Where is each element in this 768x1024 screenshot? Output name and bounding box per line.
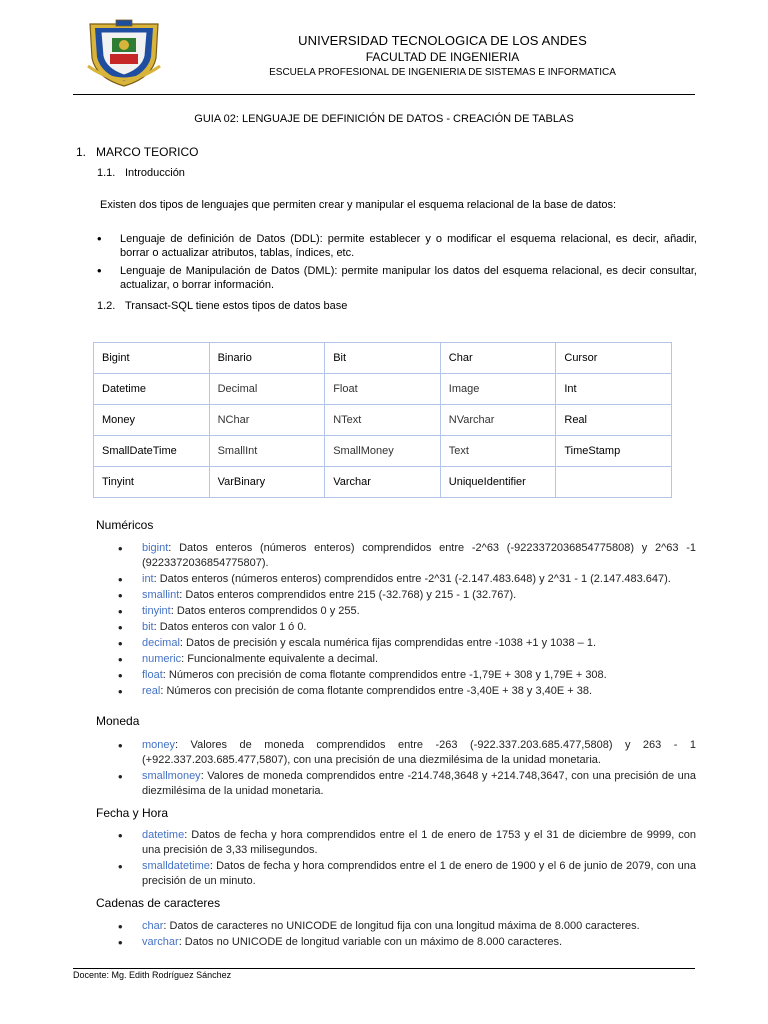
table-cell xyxy=(556,467,672,498)
description: : Datos enteros comprendidos 0 y 255. xyxy=(170,605,360,617)
table-row xyxy=(94,343,672,374)
subsection-number: 1.1. xyxy=(97,167,116,179)
description: : Datos enteros comprendidos entre 215 (-32.768) y 215 - 1 (32.767). xyxy=(179,589,517,601)
list-item xyxy=(118,684,696,699)
description: : Números con precisión de coma flotante comprendidos entre -3,40E + 38 y 3,40E + 38. xyxy=(160,685,593,697)
table-cell: Int xyxy=(556,374,672,405)
table-cell: Char xyxy=(440,343,556,374)
section-heading-marco-teorico xyxy=(76,145,198,159)
keyword: numeric xyxy=(142,653,182,665)
keyword: bigint xyxy=(142,542,169,554)
faculty-name: FACULTAD DE INGENIERIA xyxy=(365,50,520,64)
paren: ( xyxy=(299,265,308,277)
list-item xyxy=(118,652,696,667)
list-item xyxy=(118,935,696,950)
table-cell: NVarchar xyxy=(440,405,556,436)
list-item xyxy=(118,636,696,651)
keyword: decimal xyxy=(142,637,180,649)
table-cell: Real xyxy=(556,405,672,436)
subsection-title: Introducción xyxy=(125,167,185,179)
table-cell: NText xyxy=(325,405,441,436)
keyword: int xyxy=(142,573,154,585)
description: : Datos de fecha y hora comprendidos entre el 1 de enero de 1900 y el 6 de junio de 2079, con una precisión de un minuto. xyxy=(142,860,696,887)
table-cell: Varchar xyxy=(325,467,441,498)
keyword: money xyxy=(142,739,176,751)
intro-paragraph: Existen dos tipos de lenguajes que permiten crear y manipular el esquema relacional de la base de datos: xyxy=(100,199,617,211)
keyword: char xyxy=(142,920,164,932)
list-item xyxy=(118,738,696,768)
header-divider xyxy=(73,94,695,95)
table-cell: Cursor xyxy=(556,343,672,374)
section-number: 1. xyxy=(76,145,87,159)
subsection-title: Transact-SQL tiene estos tipos de datos base xyxy=(125,300,348,312)
description: : Valores de moneda comprendidos entre -263 (-922.337.203.685.477,5808) y 263 - 1 (+922.337.203.685.477,5807), con una precisión de una diezmilésima de la unidad monetaria. xyxy=(142,739,696,766)
table-cell: Decimal xyxy=(209,374,325,405)
table-row xyxy=(94,467,672,498)
heading-numericos: Numéricos xyxy=(96,518,154,532)
list-item xyxy=(118,588,696,603)
table-cell: Datetime xyxy=(94,374,210,405)
section-title: MARCO TEORICO xyxy=(96,145,199,159)
list-item xyxy=(118,604,696,619)
numeric-types-list xyxy=(118,541,696,700)
footer-docente: Docente: Mg. Edith Rodríguez Sánchez xyxy=(73,970,232,980)
table-cell: Text xyxy=(440,436,556,467)
description: : Datos enteros (números enteros) comprendidos entre -2^63 (-9223372036854775808) y 2^63 -1 (9223372036854775807). xyxy=(142,542,696,569)
university-name: UNIVERSIDAD TECNOLOGICA DE LOS ANDES xyxy=(298,33,587,48)
keyword: varchar xyxy=(142,936,179,948)
table-row xyxy=(94,374,672,405)
term-dml: Lenguaje de Manipulación de Datos xyxy=(120,265,300,277)
term-ddl: Lenguaje de definición de Datos xyxy=(120,233,286,245)
table-cell: VarBinary xyxy=(209,467,325,498)
keyword: smallmoney xyxy=(142,770,201,782)
string-types-list xyxy=(118,919,696,951)
abbr-dml: DML xyxy=(307,265,331,277)
table-cell: NChar xyxy=(209,405,325,436)
description: : Datos de caracteres no UNICODE de longitud fija con una longitud máxima de 8.000 caracteres. xyxy=(163,920,640,932)
table-cell: Binario xyxy=(209,343,325,374)
table-cell: TimeStamp xyxy=(556,436,672,467)
table-cell: Tinyint xyxy=(94,467,210,498)
description: : Datos enteros con valor 1 ó 0. xyxy=(153,621,307,633)
keyword: smallint xyxy=(142,589,180,601)
table-cell: SmallInt xyxy=(209,436,325,467)
guide-title: GUIA 02: LENGUAJE DE DEFINICIÓN DE DATOS - CREACIÓN DE TABLAS xyxy=(194,113,574,125)
table-cell: SmallDateTime xyxy=(94,436,210,467)
description: : Datos de precisión y escala numérica fijas comprendidas entre -1038 +1 y 1038 – 1. xyxy=(179,637,596,649)
school-name: ESCUELA PROFESIONAL DE INGENIERIA DE SISTEMAS E INFORMATICA xyxy=(269,67,616,78)
list-item xyxy=(118,769,696,799)
keyword: float xyxy=(142,669,163,681)
languages-list xyxy=(97,232,697,296)
description: : Valores de moneda comprendidos entre -214.748,3648 y +214.748,3647, con una precisión de una diezmilésima de la unidad monetaria. xyxy=(142,770,696,797)
description: : Funcionalmente equivalente a decimal. xyxy=(181,653,379,665)
table-cell: Float xyxy=(325,374,441,405)
table-row xyxy=(94,436,672,467)
subsection-number: 1.2. xyxy=(97,300,116,312)
list-item-ddl xyxy=(97,232,697,260)
university-seal-logo xyxy=(86,18,162,88)
description: : Números con precisión de coma flotante comprendidos entre -1,79E + 308 y 1,79E + 308. xyxy=(162,669,607,681)
footer-divider xyxy=(73,968,695,969)
table-cell: SmallMoney xyxy=(325,436,441,467)
date-types-list xyxy=(118,828,696,890)
abbr-ddl: DDL xyxy=(293,233,316,245)
subsection-heading-tipos-datos xyxy=(97,300,347,312)
table-cell: Bit xyxy=(325,343,441,374)
table-cell: Bigint xyxy=(94,343,210,374)
table-cell: Image xyxy=(440,374,556,405)
heading-cadenas: Cadenas de caracteres xyxy=(96,896,221,910)
keyword: datetime xyxy=(142,829,185,841)
table-row xyxy=(94,405,672,436)
list-item xyxy=(118,541,696,571)
table-cell: Money xyxy=(94,405,210,436)
keyword: smalldatetime xyxy=(142,860,210,872)
keyword: bit xyxy=(142,621,154,633)
list-item xyxy=(118,668,696,683)
list-item-dml xyxy=(97,264,697,292)
description-dml: ): permite manipular los datos del esquema relacional, es decir consultar, actualizar, o borrar información. xyxy=(120,265,697,291)
paren: ( xyxy=(285,233,294,245)
money-types-list xyxy=(118,738,696,800)
heading-fecha-hora: Fecha y Hora xyxy=(96,806,169,820)
description-ddl: ): permite establecer y o modificar el esquema relacional, es decir, añadir, borrar o actualizar atributos, tablas, índices, etc. xyxy=(120,233,697,259)
list-item xyxy=(118,572,696,587)
list-item xyxy=(118,620,696,635)
list-item xyxy=(118,828,696,858)
list-item xyxy=(118,859,696,889)
keyword: tinyint xyxy=(142,605,171,617)
description: : Datos enteros (números enteros) comprendidos entre -2^31 (-2.147.483.648) y 2^31 - 1 (2.147.483.647). xyxy=(153,573,671,585)
subsection-heading-introduccion xyxy=(97,167,185,179)
keyword: real xyxy=(142,685,161,697)
description: : Datos no UNICODE de longitud variable con un máximo de 8.000 caracteres. xyxy=(178,936,563,948)
list-item xyxy=(118,919,696,934)
heading-moneda: Moneda xyxy=(96,714,140,728)
table-cell: UniqueIdentifier xyxy=(440,467,556,498)
data-types-table xyxy=(93,342,672,498)
description: : Datos de fecha y hora comprendidos entre el 1 de enero de 1753 y el 31 de diciembre de 9999, con una precisión de 3,33 milisegundos. xyxy=(142,829,696,856)
